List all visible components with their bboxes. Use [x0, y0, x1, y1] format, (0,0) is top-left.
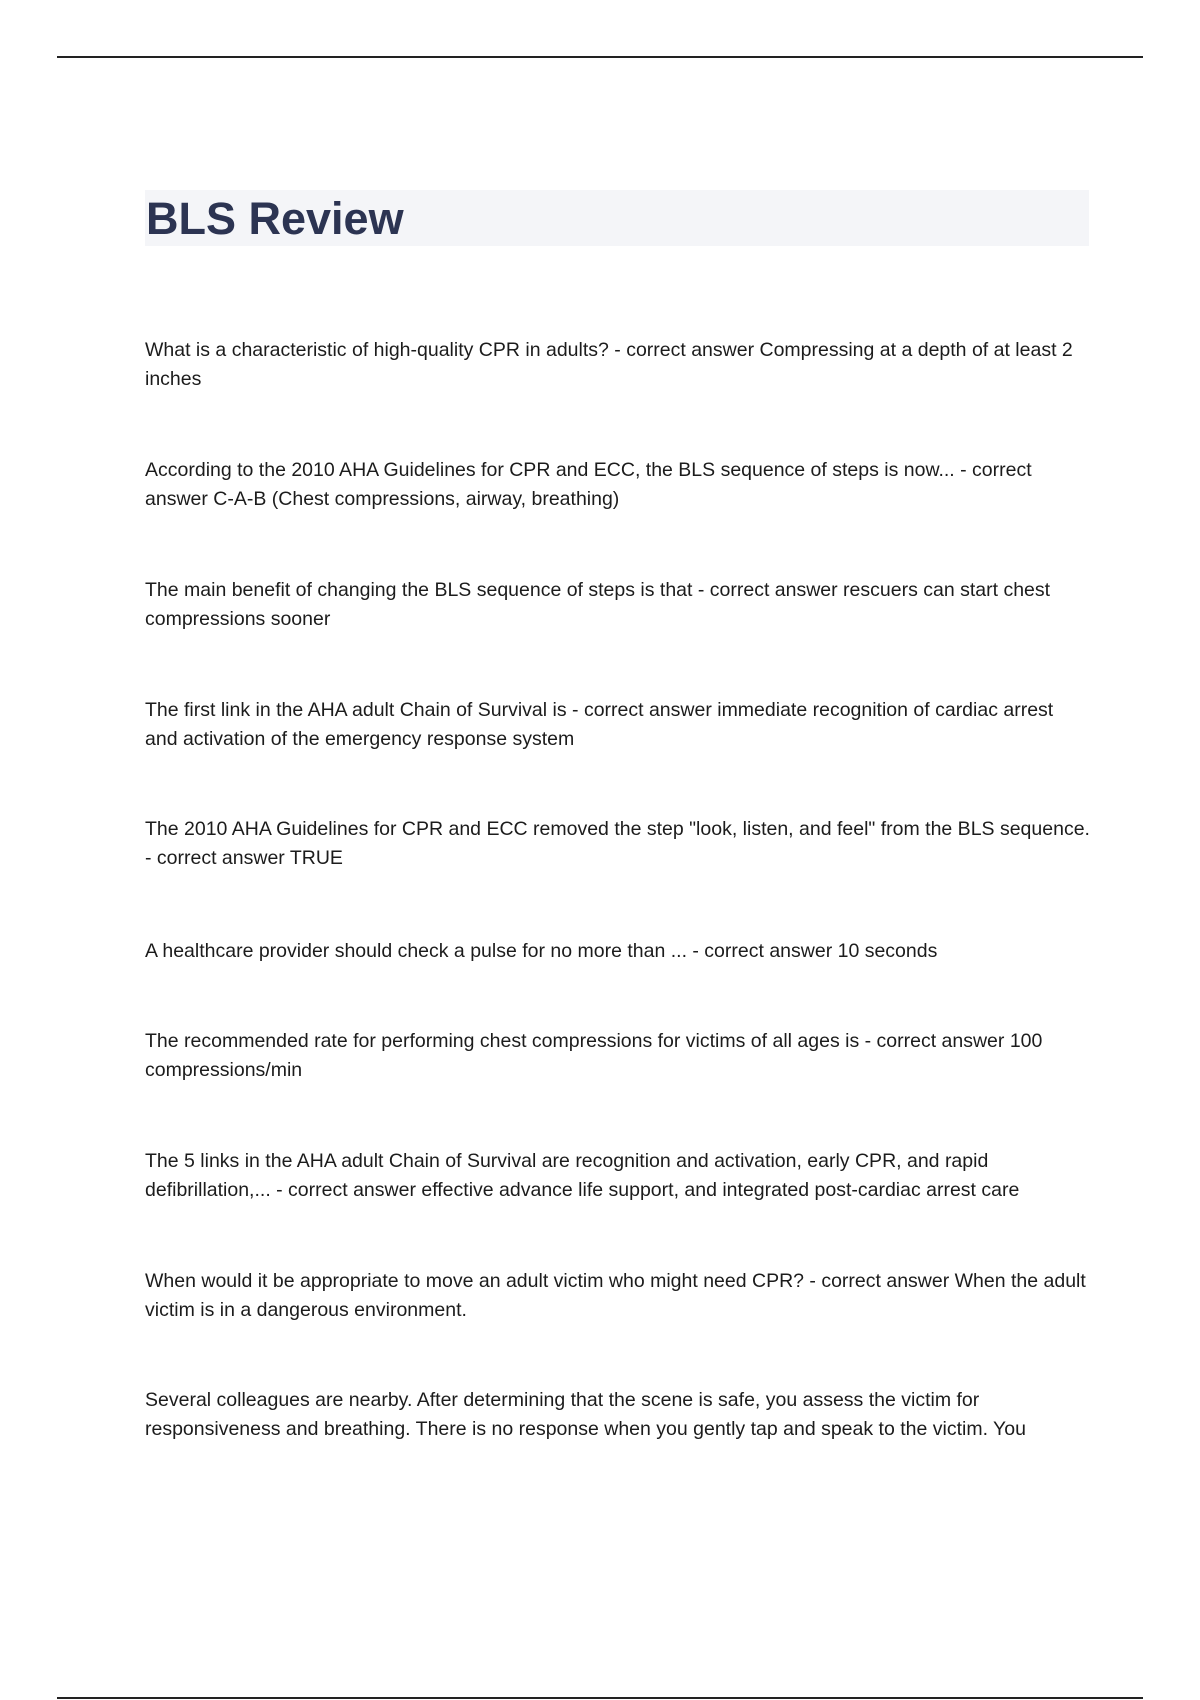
qa-item: According to the 2010 AHA Guidelines for CPR and ECC, the BLS sequence of steps is now... - correct answer C-A-B (Chest compressions, airway, breathing) [145, 459, 1032, 510]
qa-item: What is a characteristic of high-quality CPR in adults? - correct answer Compressing at a depth of at least 2 inches [145, 339, 1073, 390]
qa-item: The recommended rate for performing chest compressions for victims of all ages is - correct answer 100 compressions/min [145, 1030, 1043, 1081]
top-rule [57, 56, 1143, 58]
qa-item: Several colleagues are nearby. After determining that the scene is safe, you assess the victim for responsiveness and breathing. There is no response when you gently tap and speak to the victim. You [145, 1389, 1026, 1440]
qa-item: The 5 links in the AHA adult Chain of Survival are recognition and activation, early CPR, and rapid defibrillation,... - correct answer effective advance life support, and integrated post-cardiac arrest care [145, 1150, 1020, 1201]
qa-item: The first link in the AHA adult Chain of Survival is - correct answer immediate recognition of cardiac arrest and activation of the emergency response system [145, 699, 1054, 750]
qa-item: A healthcare provider should check a pulse for no more than ... - correct answer 10 seconds [145, 940, 938, 962]
qa-item: When would it be appropriate to move an adult victim who might need CPR? - correct answer When the adult victim is in a dangerous environment. [145, 1270, 1086, 1321]
page-title: BLS Review [146, 193, 404, 244]
qa-item: The main benefit of changing the BLS sequence of steps is that - correct answer rescuers can start chest compressions sooner [145, 579, 1051, 630]
bottom-rule [57, 1697, 1143, 1699]
qa-item: The 2010 AHA Guidelines for CPR and ECC removed the step "look, listen, and feel" from the BLS sequence. - correct answer TRUE [145, 818, 1090, 869]
